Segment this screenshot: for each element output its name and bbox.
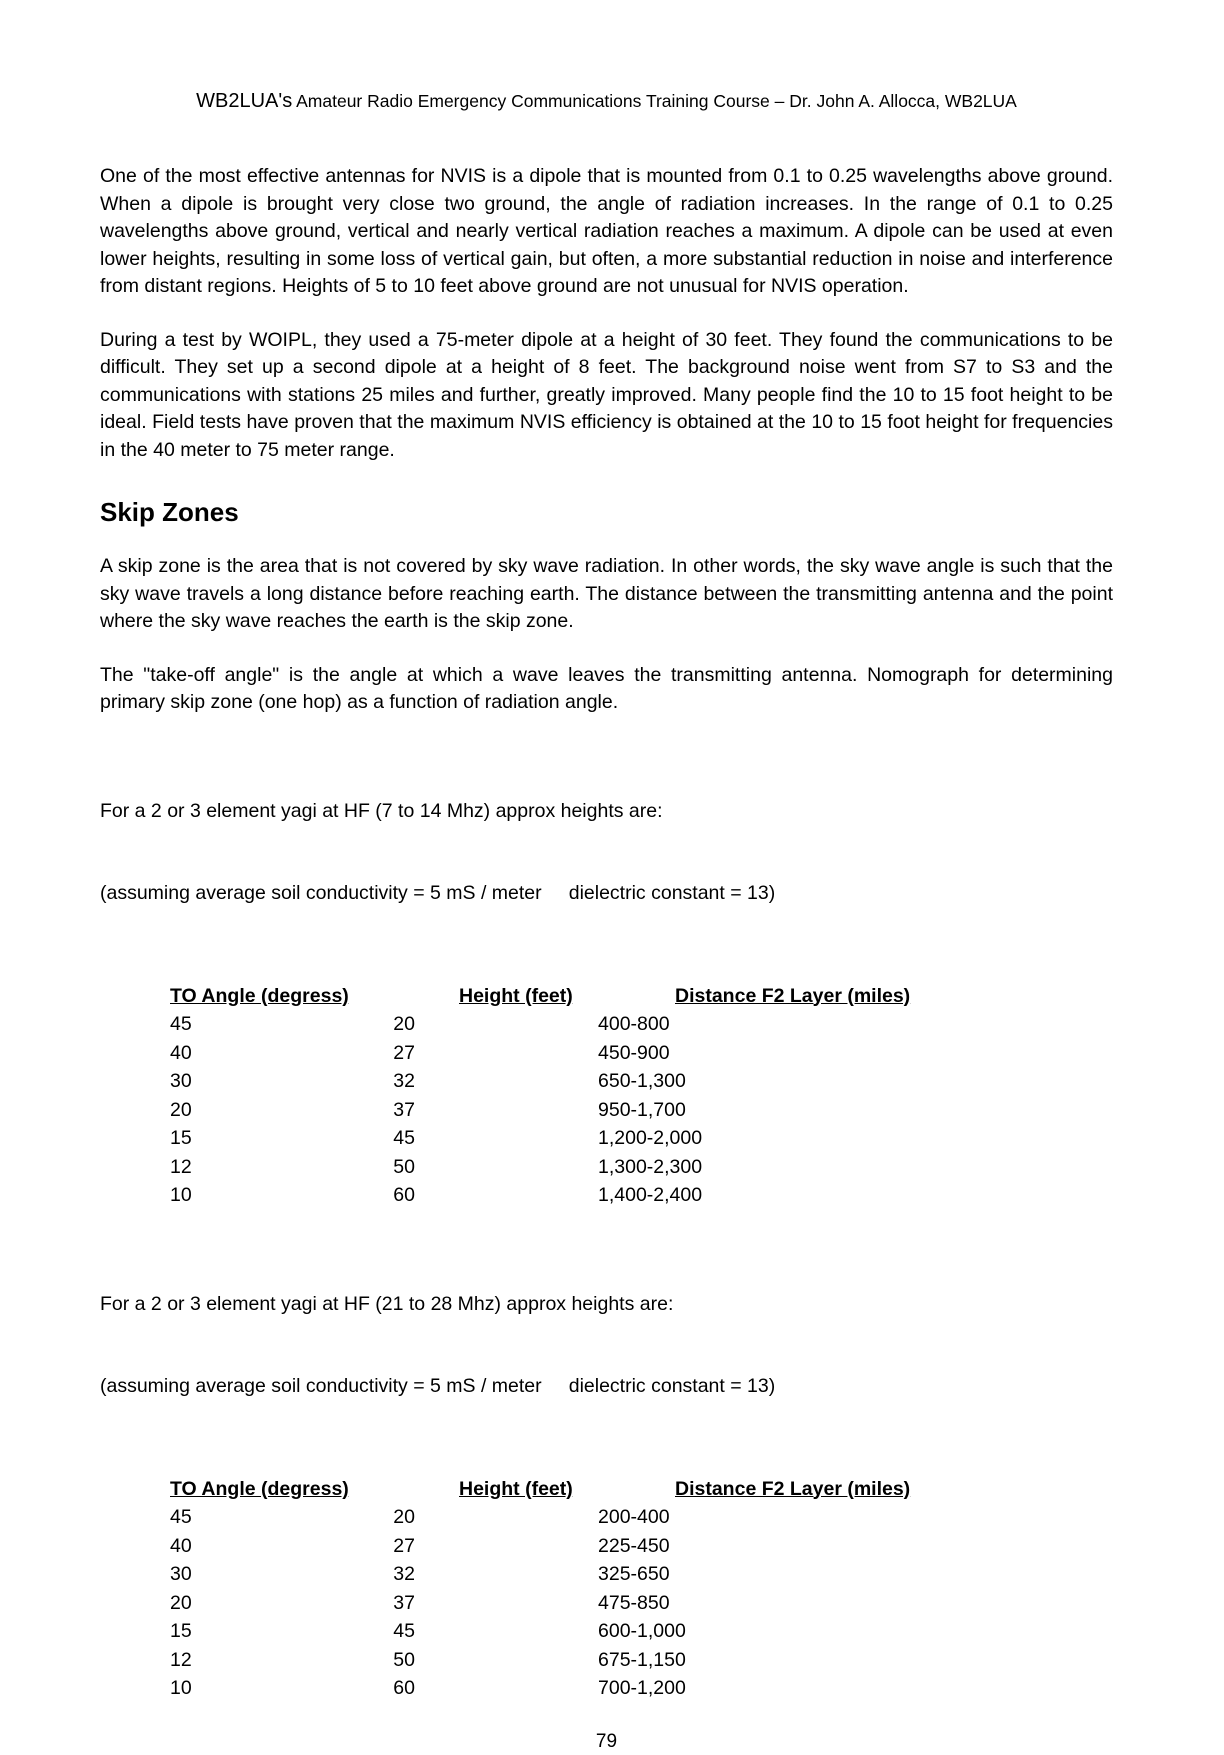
- table-row: [170, 1010, 1113, 1039]
- paragraph-skip-zone-definition: A skip zone is the area that is not covered by sky wave radiation. In other words, the sky wave angle is such that the sky wave travels a long distance before reaching earth. The distance between the transmitting antenna and the point where the sky wave reaches the earth is the skip zone.: [100, 555, 1113, 632]
- cell-distance: 400-800: [598, 1013, 670, 1035]
- cell-to-angle: 10: [170, 1184, 192, 1206]
- table-header-row: [170, 1475, 1113, 1504]
- cell-height: 20: [393, 1013, 415, 1035]
- table-row: [170, 1646, 1113, 1675]
- cell-to-angle: 45: [170, 1013, 192, 1035]
- paragraph-take-off-angle: The "take-off angle" is the angle at which a wave leaves the transmitting antenna. Nomograph for determining primary skip zone (one hop) as a function of radiation angle.: [100, 663, 1113, 713]
- column-header-to-angle: TO Angle (degress): [170, 984, 349, 1007]
- table-row: [170, 1503, 1113, 1532]
- table1-intro: [100, 743, 1113, 963]
- cell-distance: 450-900: [598, 1041, 670, 1064]
- cell-height: 32: [393, 1070, 415, 1092]
- skip-zone-table-21-28mhz: [170, 1475, 1113, 1703]
- header-callsign: WB2LUA's: [196, 90, 293, 112]
- cell-distance: 1,300-2,300: [598, 1155, 703, 1178]
- skip-zone-table-7-14mhz: [170, 982, 1113, 1210]
- cell-height: 37: [393, 1591, 415, 1614]
- cell-distance: 1,200-2,000: [598, 1127, 703, 1149]
- document-header: [100, 88, 1113, 114]
- cell-height: 27: [393, 1534, 415, 1557]
- table-row: [170, 1181, 1113, 1210]
- cell-to-angle: 10: [170, 1677, 192, 1699]
- column-header-to-angle: TO Angle (degress): [170, 1477, 349, 1500]
- cell-to-angle: 12: [170, 1648, 192, 1671]
- column-header-distance: Distance F2 Layer (miles): [675, 1477, 911, 1500]
- cell-height: 45: [393, 1127, 415, 1149]
- cell-distance: 1,400-2,400: [598, 1184, 703, 1206]
- column-header-height: Height (feet): [459, 984, 573, 1007]
- cell-distance: 600-1,000: [598, 1620, 686, 1642]
- table-row: [170, 1617, 1113, 1646]
- cell-distance: 475-850: [598, 1591, 670, 1614]
- cell-distance: 325-650: [598, 1563, 670, 1585]
- cell-to-angle: 15: [170, 1620, 192, 1642]
- table2-intro: [100, 1236, 1113, 1456]
- paragraph-nvis-dipole: One of the most effective antennas for NVIS is a dipole that is mounted from 0.1 to 0.25 wavelengths above ground. When a dipole is brought very close two ground, the angle of radiation increases. In the range of 0.1 to 0.25 wavelengths above ground, vertical and nearly vertical radiation reaches a maximum. A dipole can be used at even lower heights, resulting in some loss of vertical gain, but often, a more substantial reduction in noise and interference from distant regions. Heights of 5 to 10 feet above ground are not unusual for NVIS operation.: [100, 165, 1113, 297]
- table-row: [170, 1067, 1113, 1096]
- table2-intro-line1: For a 2 or 3 element yagi at HF (21 to 28 Mhz) approx heights are:: [100, 1292, 674, 1315]
- cell-to-angle: 15: [170, 1127, 192, 1149]
- table1-intro-line2: (assuming average soil conductivity = 5 mS / meter dielectric constant = 13): [100, 882, 776, 904]
- paragraph-woipl-test: During a test by WOIPL, they used a 75-meter dipole at a height of 30 feet. They found the communications to be difficult. They set up a second dipole at a height of 8 feet. The background noise went from S7 to S3 and the communications with stations 25 miles and further, greatly improved. Many people find the 10 to 15 foot height to be ideal. Field tests have proven that the maximum NVIS efficiency is obtained at the 10 to 15 foot height for frequencies in the 40 meter to 75 meter range.: [100, 328, 1113, 461]
- cell-height: 45: [393, 1620, 415, 1642]
- column-header-distance: Distance F2 Layer (miles): [675, 984, 911, 1007]
- table1-intro-line1: For a 2 or 3 element yagi at HF (7 to 14 Mhz) approx heights are:: [100, 799, 663, 822]
- table-row: [170, 1153, 1113, 1182]
- cell-height: 50: [393, 1648, 415, 1671]
- table-row: [170, 1560, 1113, 1589]
- cell-to-angle: 45: [170, 1506, 192, 1528]
- cell-distance: 700-1,200: [598, 1677, 686, 1699]
- cell-to-angle: 20: [170, 1591, 192, 1614]
- cell-height: 60: [393, 1677, 415, 1699]
- cell-to-angle: 30: [170, 1070, 192, 1092]
- cell-distance: 225-450: [598, 1534, 670, 1557]
- cell-to-angle: 20: [170, 1098, 192, 1121]
- cell-height: 60: [393, 1184, 415, 1206]
- table-row: [170, 1674, 1113, 1703]
- cell-distance: 675-1,150: [598, 1648, 686, 1671]
- cell-distance: 650-1,300: [598, 1070, 686, 1092]
- table-row: [170, 1532, 1113, 1561]
- cell-height: 50: [393, 1155, 415, 1178]
- cell-to-angle: 40: [170, 1534, 192, 1557]
- cell-distance: 950-1,700: [598, 1098, 686, 1121]
- cell-height: 32: [393, 1563, 415, 1585]
- page-number: 79: [595, 1730, 618, 1752]
- header-title-text: Amateur Radio Emergency Communications Training Course – Dr. John A. Allocca, WB2LUA: [292, 91, 1017, 111]
- cell-distance: 200-400: [598, 1506, 670, 1528]
- table-row: [170, 1039, 1113, 1068]
- table-row: [170, 1096, 1113, 1125]
- cell-height: 20: [393, 1506, 415, 1528]
- cell-height: 37: [393, 1098, 415, 1121]
- table2-intro-line2: (assuming average soil conductivity = 5 mS / meter dielectric constant = 13): [100, 1375, 776, 1397]
- table-header-row: [170, 982, 1113, 1011]
- table-row: [170, 1124, 1113, 1153]
- table-row: [170, 1589, 1113, 1618]
- cell-to-angle: 12: [170, 1155, 192, 1178]
- cell-to-angle: 40: [170, 1041, 192, 1064]
- section-heading-skip-zones: Skip Zones: [100, 497, 239, 527]
- cell-height: 27: [393, 1041, 415, 1064]
- column-header-height: Height (feet): [459, 1477, 573, 1500]
- cell-to-angle: 30: [170, 1563, 192, 1585]
